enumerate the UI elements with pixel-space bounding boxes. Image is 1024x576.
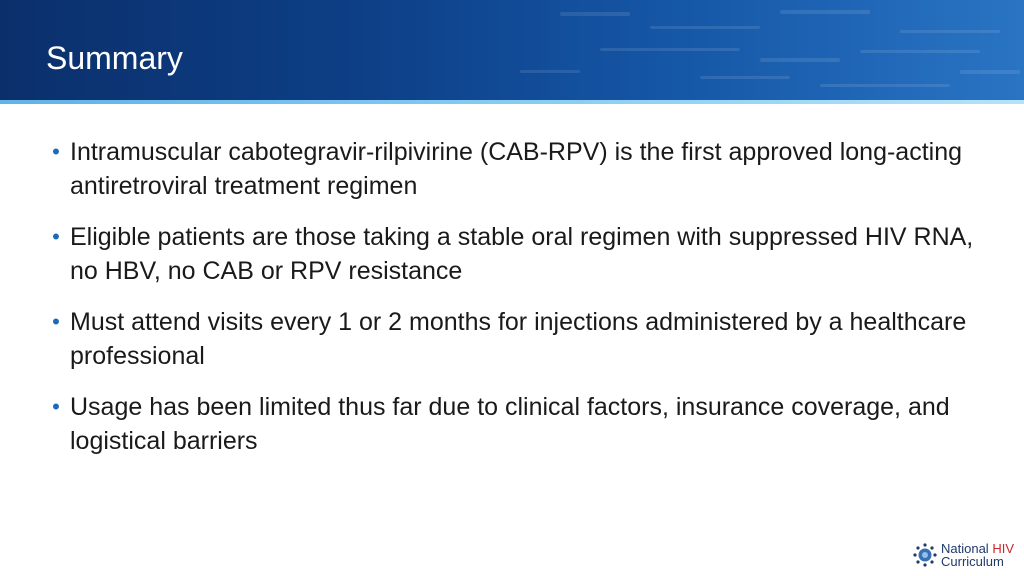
bullet-item: [48, 305, 988, 373]
bullet-dot-icon: •: [52, 394, 60, 419]
slide-header-banner: [0, 0, 1024, 100]
national-hiv-curriculum-logo: [912, 540, 1014, 570]
bullet-text: Intramuscular cabotegravir-rilpivirine (CAB-RPV) is the first approved long-acting antiretroviral treatment regimen: [70, 138, 963, 200]
bullet-dot-icon: •: [52, 224, 60, 249]
bullet-dot-icon: •: [52, 139, 60, 164]
logo-word-hiv: HIV: [992, 541, 1014, 556]
slide-title: Summary: [46, 40, 183, 76]
bullet-item: [48, 135, 988, 203]
national-hiv-curriculum-logo-icon: [912, 542, 938, 568]
bullet-item: [48, 390, 988, 458]
bullet-dot-icon: •: [52, 309, 60, 334]
bullet-text: Eligible patients are those taking a stable oral regimen with suppressed HIV RNA, no HBV, no CAB or RPV resistance: [70, 223, 974, 285]
logo-word-curriculum: Curriculum: [941, 554, 1004, 569]
bullet-text: Must attend visits every 1 or 2 months for injections administered by a healthcare professional: [70, 308, 967, 370]
bullet-text: Usage has been limited thus far due to clinical factors, insurance coverage, and logistical barriers: [70, 393, 950, 455]
header-divider: [0, 100, 1024, 104]
logo-word-national: National: [941, 541, 989, 556]
bullet-list: [48, 135, 988, 475]
bullet-item: [48, 220, 988, 288]
logo-wordmark: [941, 542, 1014, 568]
